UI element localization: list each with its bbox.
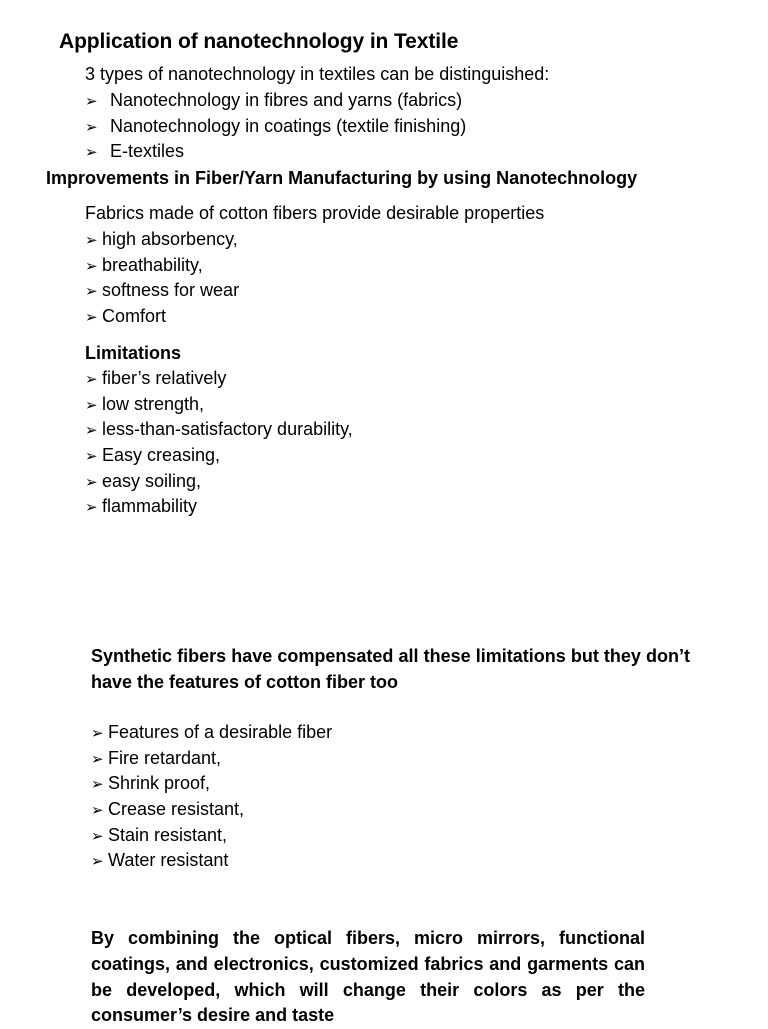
list-item: ➢ easy soiling, [85,469,353,495]
list-item: ➢ breathability, [85,253,239,279]
page-title: Application of nanotechnology in Textile [59,30,459,53]
arrow-bullet-icon: ➢ [91,852,104,871]
arrow-bullet-icon: ➢ [85,498,98,517]
arrow-bullet-icon: ➢ [91,749,104,768]
list-item: ➢ E-textiles [85,139,466,165]
list-item: ➢ less-than-satisfactory durability, [85,417,353,443]
list-item: ➢ Water resistant [91,848,332,874]
arrow-bullet-icon: ➢ [85,447,98,466]
arrow-bullet-icon: ➢ [85,421,98,440]
list-item: ➢ flammability [85,494,353,520]
cotton-intro: Fabrics made of cotton fibers provide desirable properties [85,203,545,223]
features-list [91,720,332,874]
list-item: ➢ Nanotechnology in coatings (textile finishing) [85,114,466,140]
list-item: ➢ Crease resistant, [91,797,332,823]
list-item: ➢ Shrink proof, [91,771,332,797]
types-list [85,88,466,165]
arrow-bullet-icon: ➢ [85,117,98,136]
types-intro: 3 types of nanotechnology in textiles can be distinguished: [85,64,550,84]
arrow-bullet-icon: ➢ [85,256,98,275]
limitations-list [85,366,353,520]
arrow-bullet-icon: ➢ [85,395,98,414]
list-item: ➢ Comfort [85,304,239,330]
list-item: ➢ fiber’s relatively [85,366,353,392]
cotton-properties-list [85,227,239,330]
list-item: ➢ Features of a desirable fiber [91,720,332,746]
list-item: ➢ softness for wear [85,278,239,304]
list-item: ➢ Easy creasing, [85,443,353,469]
arrow-bullet-icon: ➢ [91,724,104,742]
list-item: ➢ low strength, [85,392,353,418]
arrow-bullet-icon: ➢ [85,282,98,301]
arrow-bullet-icon: ➢ [91,826,104,845]
arrow-bullet-icon: ➢ [85,370,98,388]
list-item: ➢ Fire retardant, [91,746,332,772]
synthetic-paragraph: Synthetic fibers have compensated all these limitations but they don’t have the features of cotton fiber too [91,646,690,692]
arrow-bullet-icon: ➢ [85,231,98,249]
closing-paragraph: By combining the optical fibers, micro mirrors, functional coatings, and electronics, customized fabrics and garments can be developed, which will change their colors as per the consumer’s desire and taste [91,928,645,1026]
arrow-bullet-icon: ➢ [85,143,98,162]
arrow-bullet-icon: ➢ [85,92,98,110]
arrow-bullet-icon: ➢ [91,775,104,794]
list-item: ➢ Nanotechnology in fibres and yarns (fabrics) [85,88,466,114]
arrow-bullet-icon: ➢ [91,801,104,820]
arrow-bullet-icon: ➢ [85,308,98,327]
list-item: ➢ Stain resistant, [91,823,332,849]
arrow-bullet-icon: ➢ [85,472,98,491]
list-item: ➢ high absorbency, [85,227,239,253]
limitations-heading: Limitations [85,343,182,363]
improvements-heading: Improvements in Fiber/Yarn Manufacturing by using Nanotechnology [46,168,638,188]
